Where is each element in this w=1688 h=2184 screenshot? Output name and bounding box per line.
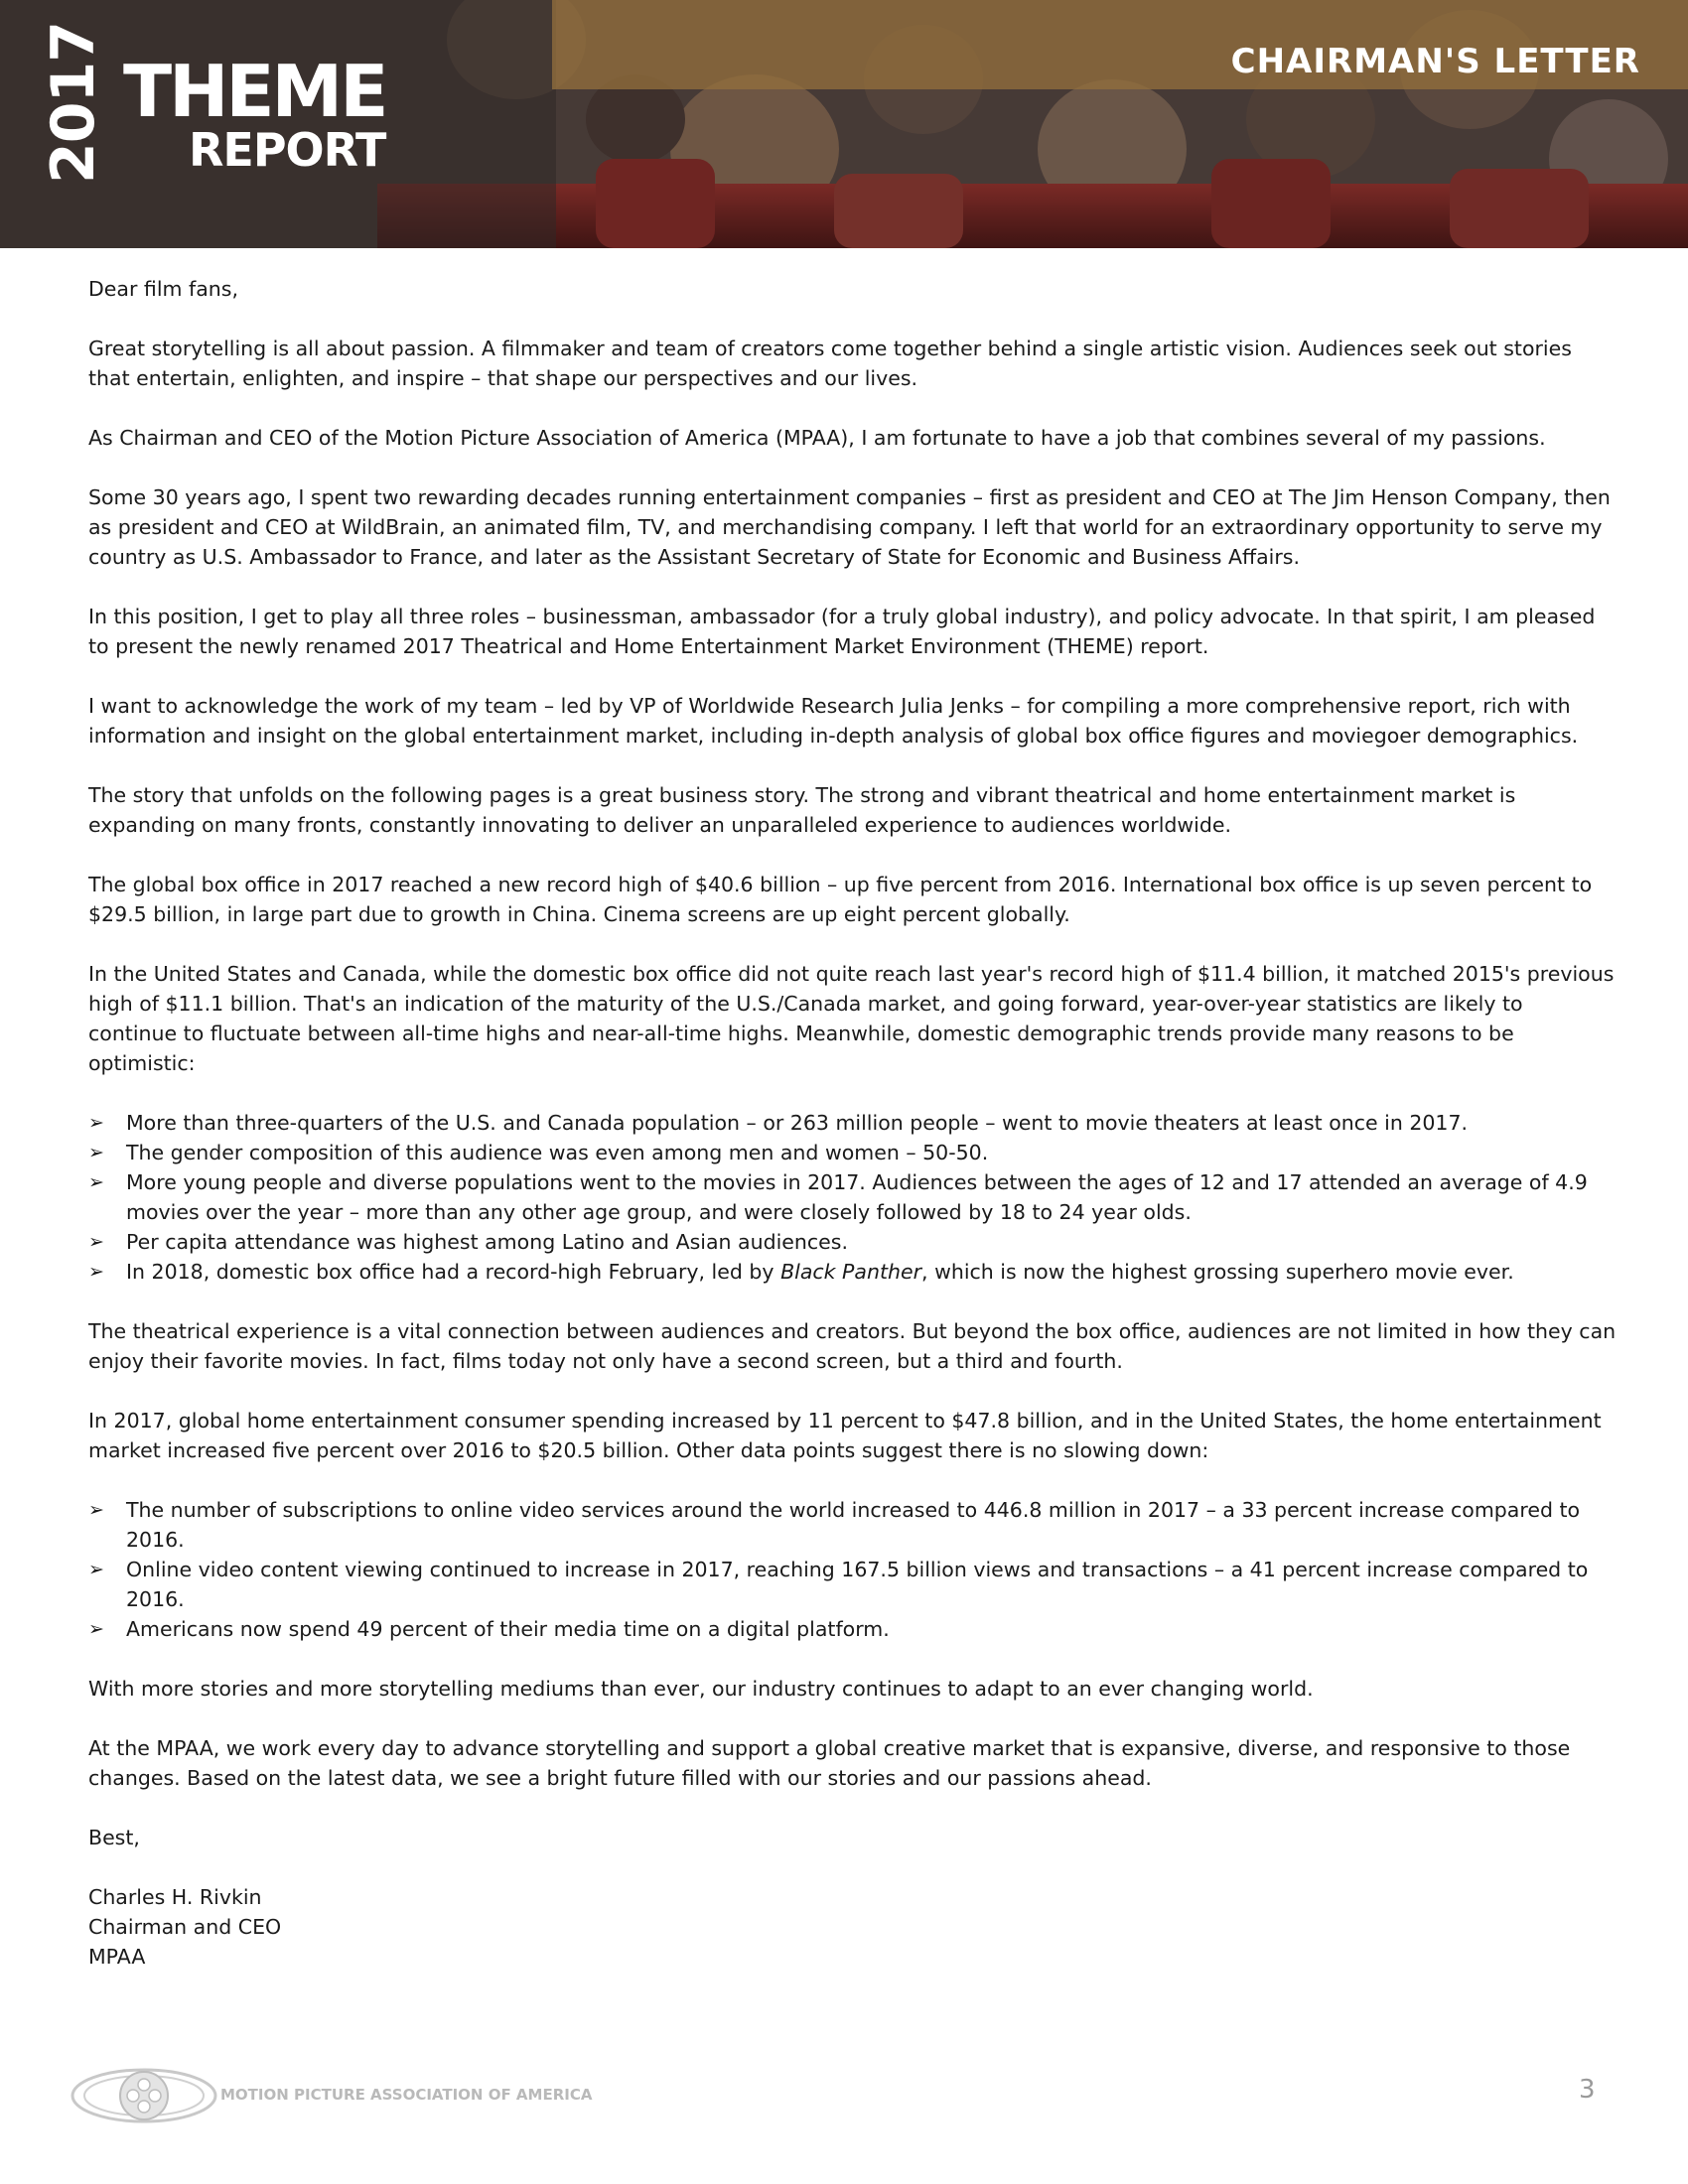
paragraph: I want to acknowledge the work of my team – led by VP of Worldwide Research Julia Jenks – for compiling a more comprehensive report, rich with information and insight on the global entertainment market, including in-depth analysis of global box office figures and moviegoer demographics. [88,694,1579,748]
arrow-bullet-icon: ➢ [88,1231,104,1253]
header-banner [0,0,1688,248]
paragraph: As Chairman and CEO of the Motion Picture Association of America (MPAA), I am fortunate to have a job that combines several of my passions. [88,426,1546,450]
arrow-bullet-icon: ➢ [88,1499,104,1521]
list-item: ➢ In 2018, domestic box office had a record-high February, led by Black Panther, which is now the highest grossing superhero movie ever. [88,1257,1618,1287]
signer-name: Charles H. Rivkin [88,1885,262,1909]
paragraph: Some 30 years ago, I spent two rewarding decades running entertainment companies – first as president and CEO at The Jim Henson Company, then as president and CEO at WildBrain, an animated film, TV, and merchandising company. I left that world for an extraordinary opportunity to serve my country as U.S. Ambassador to France, and later as the Assistant Secretary of State for Economic and Business Affairs. [88,485,1611,569]
salutation: Dear film fans, [88,277,238,301]
logo-report: REPORT [189,123,386,177]
list-item: ➢ More than three-quarters of the U.S. and Canada population – or 263 million people – went to movie theaters at least once in 2017. [88,1108,1618,1138]
list-item: ➢ More young people and diverse populations went to the movies in 2017. Audiences between the ages of 12 and 17 attended an average of 4.9 movies over the year – more than any other age group, and were closely followed by 18 to 24 year olds. [88,1167,1618,1227]
arrow-bullet-icon: ➢ [88,1142,104,1163]
arrow-bullet-icon: ➢ [88,1559,104,1580]
signer-org: MPAA [88,1945,146,1969]
list-item: ➢ The gender composition of this audience was even among men and women – 50-50. [88,1138,1618,1167]
arrow-bullet-icon: ➢ [88,1112,104,1134]
paragraph: The global box office in 2017 reached a new record high of $40.6 billion – up five percent from 2016. International box office is up seven percent to $29.5 billion, in large part due to growth in China. Cinema screens are up eight percent globally. [88,873,1593,926]
demographics-list [88,1108,1618,1287]
logo-year: 2017 [39,22,108,184]
signer-title: Chairman and CEO [88,1915,282,1939]
list-item: ➢ Americans now spend 49 percent of their media time on a digital platform. [88,1614,1618,1644]
paragraph: With more stories and more storytelling mediums than ever, our industry continues to adapt to an ever changing world. [88,1677,1314,1701]
arrow-bullet-icon: ➢ [88,1171,104,1193]
list-item: ➢ Per capita attendance was highest among Latino and Asian audiences. [88,1227,1618,1257]
footer-org-name: MOTION PICTURE ASSOCIATION OF AMERICA [220,2086,593,2104]
paragraph: The theatrical experience is a vital connection between audiences and creators. But beyond the box office, audiences are not limited in how they can enjoy their favorite movies. In fact, films today not only have a second screen, but a third and fourth. [88,1319,1617,1373]
chairmans-letter [88,274,1618,1972]
home-entertainment-list [88,1495,1618,1644]
logo-theme: THEME [123,50,386,133]
film-title: Black Panther [780,1260,922,1284]
arrow-bullet-icon: ➢ [88,1261,104,1283]
list-item: ➢ The number of subscriptions to online video services around the world increased to 446.8 million in 2017 – a 33 percent increase compared to 2016. [88,1495,1618,1555]
paragraph: At the MPAA, we work every day to advance storytelling and support a global creative market that is expansive, diverse, and responsive to those changes. Based on the latest data, we see a bright future filled with our stories and our passions ahead. [88,1736,1571,1790]
paragraph: The story that unfolds on the following pages is a great business story. The strong and vibrant theatrical and home entertainment market is expanding on many fronts, constantly innovating to deliver an unparalleled experience to audiences worldwide. [88,783,1516,837]
paragraph: In this position, I get to play all three roles – businessman, ambassador (for a truly global industry), and policy advocate. In that spirit, I am pleased to present the newly renamed 2017 Theatrical and Home Entertainment Market Environment (THEME) report. [88,605,1596,658]
paragraph: In the United States and Canada, while the domestic box office did not quite reach last year's record high of $11.4 billion, it matched 2015's previous high of $11.1 billion. That's an indication of the maturity of the U.S./Canada market, and going forward, year-over-year statistics are likely to continue to fluctuate between all-time highs and near-all-time highs. Meanwhile, domestic demographic trends provide many reasons to be optimistic: [88,962,1615,1075]
paragraph: In 2017, global home entertainment consumer spending increased by 11 percent to $47.8 billion, and in the United States, the home entertainment market increased five percent over 2016 to $20.5 billion. Other data points suggest there is no slowing down: [88,1409,1602,1462]
list-item: ➢ Online video content viewing continued to increase in 2017, reaching 167.5 billion views and transactions – a 41 percent increase compared to 2016. [88,1555,1618,1614]
paragraph: Great storytelling is all about passion. A filmmaker and team of creators come together behind a single artistic vision. Audiences seek out stories that entertain, enlighten, and inspire – that shape our perspectives and our lives. [88,337,1572,390]
mpaa-logo-icon [70,2065,218,2126]
arrow-bullet-icon: ➢ [88,1618,104,1640]
page-number: 3 [1579,2075,1596,2105]
section-title: CHAIRMAN'S LETTER [1230,42,1640,81]
closing: Best, [88,1826,140,1849]
